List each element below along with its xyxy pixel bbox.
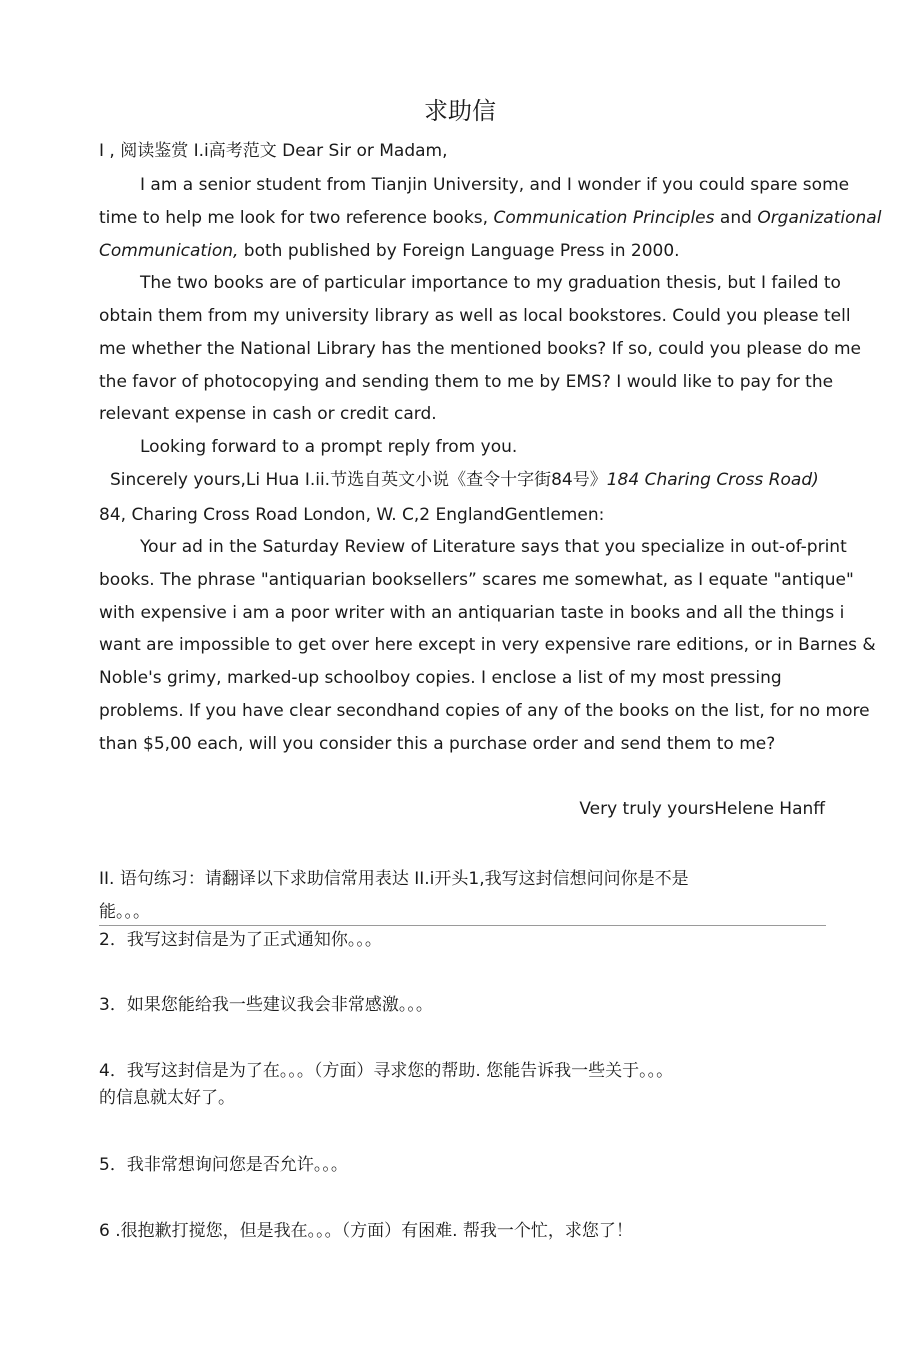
letter2-text-line: problems. If you have clear secondhand copies of any of the books on the list, for no more <box>99 701 870 721</box>
letter2-closing: Very truly yoursHelene Hanff <box>579 799 825 819</box>
exercise-item-cont: 的信息就太好了。 <box>99 1088 235 1108</box>
exercise-item: 3．如果您能给我一些建议我会非常感激。。。 <box>99 995 433 1015</box>
exercise-item: 4．我写这封信是为了在。。。（方面）寻求您的帮助. 您能告诉我一些关于。。。 <box>99 1061 674 1081</box>
letter2-text-line: Noble's grimy, marked-up schoolboy copies. I enclose a list of my most pressing <box>99 668 782 688</box>
letter2-text-line: than $5,00 each, will you consider this a purchase order and send them to me? <box>99 734 776 754</box>
letter1-text-line: me whether the National Library has the mentioned books? If so, could you please do me <box>99 339 862 359</box>
letter2-address: 84, Charing Cross Road London, W. C,2 EnglandGentlemen: <box>99 505 605 525</box>
signature-text: Sincerely yours,Li Hua I.ii.节选自英文小说《查令十字街84号》 <box>110 470 607 490</box>
book-title-1: Communication Principles <box>493 208 715 228</box>
letter2-text-line: books. The phrase "antiquarian booksellers” scares me somewhat, as I equate "antique" <box>99 570 854 590</box>
letter1-text-line: obtain them from my university library as well as local bookstores. Could you please tell <box>99 306 851 326</box>
letter1-text: time to help me look for two reference books, <box>99 208 494 228</box>
letter2-text-line: with expensive i am a poor writer with an antiquarian taste in books and all the things i <box>99 603 845 623</box>
book-title-2: Organizational <box>757 208 882 228</box>
novel-title: 184 Charing Cross Road) <box>606 470 819 490</box>
section-1-heading: I , 阅读鉴赏 I.i高考范文 Dear Sir or Madam, <box>99 141 448 161</box>
section-2-heading: II. 语句练习：请翻译以下求助信常用表达 II.i开头1,我写这封信想问问你是不是 <box>99 869 689 889</box>
exercise-item: 2．我写这封信是为了正式通知你。。。 <box>99 930 382 950</box>
letter1-text-line: I am a senior student from Tianjin University, and I wonder if you could spare some <box>140 175 850 195</box>
exercise-item: 6 .很抱歉打搅您，但是我在。。。（方面）有困难. 帮我一个忙，求您了！ <box>99 1221 633 1241</box>
letter1-signature <box>110 469 819 491</box>
letter2-text-line: want are impossible to get over here except in very expensive rare editions, or in Barnes & <box>99 635 876 655</box>
letter1-text: and <box>714 208 758 228</box>
book-title-2-cont: Communication, <box>99 241 239 261</box>
letter1-text: both published by Foreign Language Press in 2000. <box>238 241 680 261</box>
letter1-text-line: relevant expense in cash or credit card. <box>99 404 437 424</box>
divider <box>99 925 826 926</box>
letter2-text-line: Your ad in the Saturday Review of Literature says that you specialize in out-of-print <box>140 537 847 557</box>
letter1-text-line: The two books are of particular importance to my graduation thesis, but I failed to <box>140 273 841 293</box>
exercise-item: 5．我非常想询问您是否允许。。。 <box>99 1155 348 1175</box>
page-title: 求助信 <box>424 97 496 125</box>
letter1-text-line <box>99 240 680 262</box>
letter1-text-line: the favor of photocopying and sending them to me by EMS? I would like to pay for the <box>99 372 834 392</box>
letter1-text-line: Looking forward to a prompt reply from you. <box>140 437 518 457</box>
letter1-text-line <box>99 207 881 229</box>
section-2-heading-cont: 能。。。 <box>99 902 150 922</box>
